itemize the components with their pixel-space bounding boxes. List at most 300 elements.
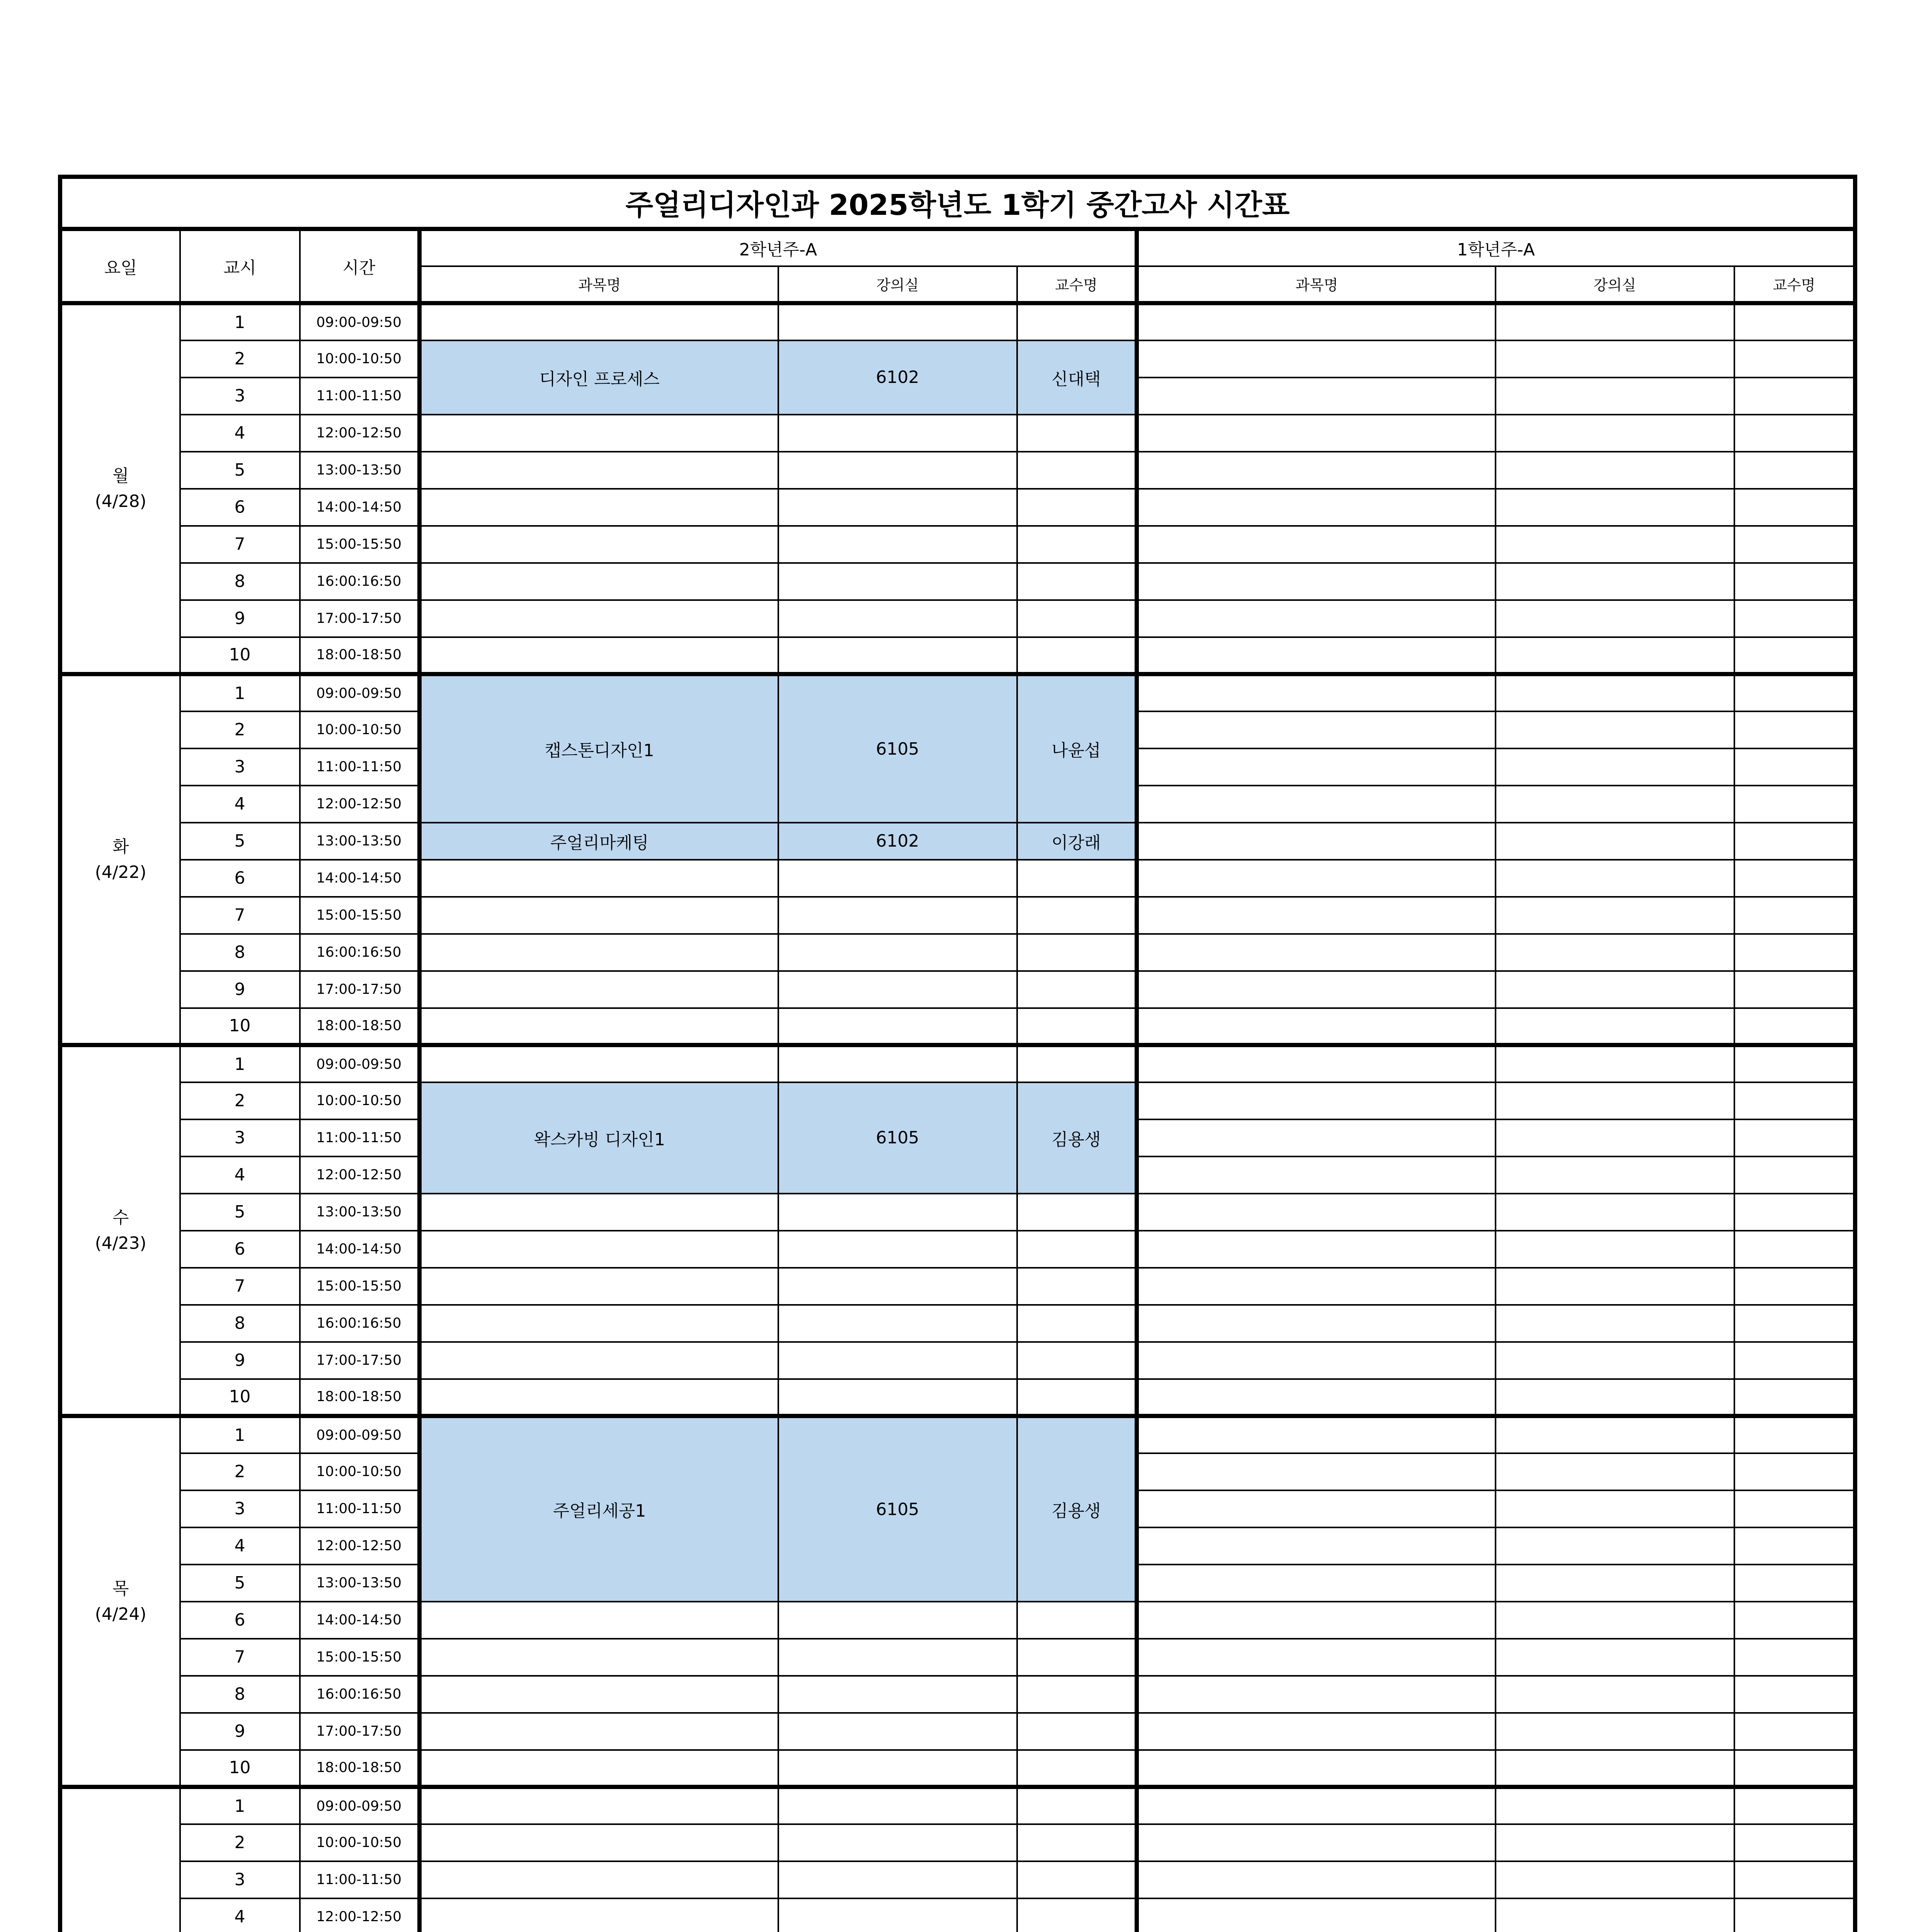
empty-room-cell xyxy=(1496,1787,1734,1824)
table-row xyxy=(60,1379,1855,1416)
exam-professor: 신대택 xyxy=(1017,340,1137,415)
empty-subject-cell xyxy=(1137,452,1496,489)
period-time: 14:00-14:50 xyxy=(300,489,420,526)
table-row xyxy=(60,897,1855,934)
empty-room-cell xyxy=(778,1194,1017,1231)
empty-subject-cell xyxy=(1137,1639,1496,1676)
empty-subject-cell xyxy=(1137,1194,1496,1231)
empty-professor-cell xyxy=(1734,1602,1855,1639)
table-row xyxy=(60,1045,1855,1082)
period-number: 5 xyxy=(180,823,300,860)
empty-professor-cell xyxy=(1017,1639,1137,1676)
period-number: 4 xyxy=(180,1898,300,1932)
table-row xyxy=(60,452,1855,489)
empty-subject-cell xyxy=(1137,637,1496,674)
period-time: 12:00-12:50 xyxy=(300,1898,420,1932)
header-group-grade1: 1학년주-A xyxy=(1137,229,1855,266)
empty-subject-cell xyxy=(1137,1898,1496,1932)
table-row xyxy=(60,1750,1855,1787)
period-time: 15:00-15:50 xyxy=(300,1639,420,1676)
empty-professor-cell xyxy=(1734,600,1855,637)
empty-subject-cell xyxy=(1137,563,1496,600)
empty-professor-cell xyxy=(1734,1787,1855,1824)
empty-professor-cell xyxy=(1734,1156,1855,1194)
table-row xyxy=(60,1602,1855,1639)
empty-professor-cell xyxy=(1017,600,1137,637)
period-number: 2 xyxy=(180,340,300,378)
empty-subject-cell xyxy=(1137,1490,1496,1527)
empty-subject-cell xyxy=(1137,971,1496,1008)
period-number: 3 xyxy=(180,378,300,415)
period-number: 2 xyxy=(180,1082,300,1119)
period-number: 4 xyxy=(180,415,300,452)
empty-subject-cell xyxy=(420,1750,778,1787)
empty-subject-cell xyxy=(420,1787,778,1824)
empty-professor-cell xyxy=(1734,934,1855,971)
period-time: 14:00-14:50 xyxy=(300,1231,420,1268)
table-row xyxy=(60,1342,1855,1379)
empty-room-cell xyxy=(1496,860,1734,897)
empty-room-cell xyxy=(1496,1231,1734,1268)
empty-professor-cell xyxy=(1734,1527,1855,1565)
exam-subject: 주얼리세공1 xyxy=(420,1416,778,1602)
period-number: 4 xyxy=(180,786,300,823)
empty-professor-cell xyxy=(1734,1082,1855,1119)
empty-professor-cell xyxy=(1734,1045,1855,1082)
empty-room-cell xyxy=(778,1639,1017,1676)
day-name: 월 xyxy=(112,466,129,486)
empty-professor-cell xyxy=(1017,1861,1137,1898)
empty-subject-cell xyxy=(1137,823,1496,860)
day-name: 목 xyxy=(112,1578,129,1599)
empty-professor-cell xyxy=(1734,489,1855,526)
period-number: 5 xyxy=(180,1565,300,1602)
table-row xyxy=(60,934,1855,971)
table-row xyxy=(60,1416,1855,1453)
empty-room-cell xyxy=(778,1898,1017,1932)
day-cell xyxy=(60,1045,180,1416)
empty-subject-cell xyxy=(420,1305,778,1342)
table-row xyxy=(60,1676,1855,1713)
empty-room-cell xyxy=(778,860,1017,897)
empty-room-cell xyxy=(1496,563,1734,600)
period-number: 3 xyxy=(180,1119,300,1156)
exam-room: 6102 xyxy=(778,823,1017,860)
period-time: 17:00-17:50 xyxy=(300,1342,420,1379)
period-number: 9 xyxy=(180,1342,300,1379)
empty-professor-cell xyxy=(1017,1008,1137,1045)
table-row xyxy=(60,1082,1855,1119)
period-number: 7 xyxy=(180,1268,300,1305)
empty-subject-cell xyxy=(1137,415,1496,452)
header-group-grade2: 2학년주-A xyxy=(420,229,1137,266)
empty-professor-cell xyxy=(1017,1898,1137,1932)
empty-subject-cell xyxy=(1137,1787,1496,1824)
empty-room-cell xyxy=(1496,340,1734,378)
period-number: 8 xyxy=(180,934,300,971)
exam-room: 6105 xyxy=(778,674,1017,823)
exam-subject: 디자인 프로세스 xyxy=(420,340,778,415)
empty-room-cell xyxy=(778,637,1017,674)
table-row xyxy=(60,1787,1855,1824)
empty-room-cell xyxy=(1496,1119,1734,1156)
empty-room-cell xyxy=(778,526,1017,563)
table-row xyxy=(60,600,1855,637)
exam-professor: 이강래 xyxy=(1017,823,1137,860)
period-time: 16:00:16:50 xyxy=(300,1305,420,1342)
empty-subject-cell xyxy=(1137,1676,1496,1713)
period-number: 5 xyxy=(180,1194,300,1231)
empty-professor-cell xyxy=(1734,1305,1855,1342)
empty-subject-cell xyxy=(420,934,778,971)
table-row xyxy=(60,674,1855,711)
empty-professor-cell xyxy=(1734,1861,1855,1898)
exam-professor: 김용생 xyxy=(1017,1416,1137,1602)
empty-subject-cell xyxy=(1137,1305,1496,1342)
empty-room-cell xyxy=(1496,600,1734,637)
empty-subject-cell xyxy=(420,489,778,526)
empty-professor-cell xyxy=(1017,1231,1137,1268)
empty-room-cell xyxy=(778,934,1017,971)
day-cell xyxy=(60,674,180,1045)
empty-room-cell xyxy=(778,897,1017,934)
period-time: 18:00-18:50 xyxy=(300,1008,420,1045)
exam-timetable xyxy=(58,175,1857,1932)
empty-subject-cell xyxy=(1137,1231,1496,1268)
empty-room-cell xyxy=(1496,1453,1734,1490)
period-number: 1 xyxy=(180,674,300,711)
exam-room: 6105 xyxy=(778,1082,1017,1194)
empty-professor-cell xyxy=(1734,378,1855,415)
empty-subject-cell xyxy=(1137,748,1496,786)
empty-professor-cell xyxy=(1017,415,1137,452)
empty-professor-cell xyxy=(1734,526,1855,563)
exam-timetable-sheet xyxy=(58,175,1853,1932)
empty-room-cell xyxy=(778,1379,1017,1416)
table-row xyxy=(60,303,1855,340)
empty-subject-cell xyxy=(1137,1379,1496,1416)
empty-room-cell xyxy=(1496,1898,1734,1932)
empty-professor-cell xyxy=(1734,1416,1855,1453)
empty-subject-cell xyxy=(1137,711,1496,748)
empty-room-cell xyxy=(1496,674,1734,711)
period-time: 09:00-09:50 xyxy=(300,303,420,340)
empty-professor-cell xyxy=(1734,1676,1855,1713)
period-time: 12:00-12:50 xyxy=(300,1156,420,1194)
period-number: 7 xyxy=(180,897,300,934)
empty-room-cell xyxy=(1496,897,1734,934)
period-time: 10:00-10:50 xyxy=(300,1453,420,1490)
empty-subject-cell xyxy=(1137,674,1496,711)
day-date: (4/28) xyxy=(95,491,146,511)
empty-subject-cell xyxy=(1137,1713,1496,1750)
empty-room-cell xyxy=(1496,1156,1734,1194)
period-number: 3 xyxy=(180,748,300,786)
empty-room-cell xyxy=(1496,1602,1734,1639)
table-row xyxy=(60,1231,1855,1268)
exam-subject: 주얼리마케팅 xyxy=(420,823,778,860)
empty-room-cell xyxy=(1496,415,1734,452)
day-cell xyxy=(60,303,180,674)
empty-room-cell xyxy=(1496,1305,1734,1342)
empty-room-cell xyxy=(778,1824,1017,1861)
empty-room-cell xyxy=(778,1713,1017,1750)
empty-subject-cell xyxy=(420,971,778,1008)
empty-subject-cell xyxy=(420,526,778,563)
day-date: (4/22) xyxy=(95,862,146,882)
empty-subject-cell xyxy=(420,303,778,340)
empty-professor-cell xyxy=(1734,1231,1855,1268)
period-number: 3 xyxy=(180,1490,300,1527)
empty-subject-cell xyxy=(420,452,778,489)
period-time: 16:00:16:50 xyxy=(300,934,420,971)
table-row xyxy=(60,971,1855,1008)
period-number: 2 xyxy=(180,711,300,748)
table-row xyxy=(60,1639,1855,1676)
period-time: 12:00-12:50 xyxy=(300,1527,420,1565)
empty-room-cell xyxy=(1496,1045,1734,1082)
period-number: 2 xyxy=(180,1453,300,1490)
empty-professor-cell xyxy=(1017,1824,1137,1861)
empty-professor-cell xyxy=(1734,1490,1855,1527)
day-cell xyxy=(60,1787,180,1932)
table-row xyxy=(60,1824,1855,1861)
empty-room-cell xyxy=(778,1787,1017,1824)
empty-room-cell xyxy=(1496,526,1734,563)
exam-professor: 나윤섭 xyxy=(1017,674,1137,823)
empty-room-cell xyxy=(778,1231,1017,1268)
empty-subject-cell xyxy=(420,1713,778,1750)
empty-professor-cell xyxy=(1017,1342,1137,1379)
empty-subject-cell xyxy=(1137,1861,1496,1898)
table-row xyxy=(60,340,1855,378)
empty-subject-cell xyxy=(420,897,778,934)
empty-subject-cell xyxy=(1137,489,1496,526)
period-time: 13:00-13:50 xyxy=(300,823,420,860)
empty-room-cell xyxy=(1496,1194,1734,1231)
empty-professor-cell xyxy=(1734,674,1855,711)
period-time: 15:00-15:50 xyxy=(300,1268,420,1305)
empty-subject-cell xyxy=(1137,1527,1496,1565)
table-row xyxy=(60,563,1855,600)
empty-subject-cell xyxy=(420,860,778,897)
empty-professor-cell xyxy=(1017,489,1137,526)
table-row xyxy=(60,1008,1855,1045)
empty-subject-cell xyxy=(420,1268,778,1305)
empty-professor-cell xyxy=(1734,1750,1855,1787)
empty-subject-cell xyxy=(1137,1082,1496,1119)
empty-room-cell xyxy=(1496,452,1734,489)
table-row xyxy=(60,415,1855,452)
empty-subject-cell xyxy=(420,1342,778,1379)
empty-subject-cell xyxy=(420,415,778,452)
empty-professor-cell xyxy=(1017,1268,1137,1305)
day-date: (4/24) xyxy=(95,1604,146,1624)
header-subject-grade2: 과목명 xyxy=(420,266,778,303)
period-time: 17:00-17:50 xyxy=(300,1713,420,1750)
empty-room-cell xyxy=(1496,934,1734,971)
period-time: 11:00-11:50 xyxy=(300,378,420,415)
header-room-grade2: 강의실 xyxy=(778,266,1017,303)
period-number: 10 xyxy=(180,1750,300,1787)
empty-room-cell xyxy=(1496,1565,1734,1602)
empty-room-cell xyxy=(1496,1750,1734,1787)
period-time: 11:00-11:50 xyxy=(300,1861,420,1898)
exam-subject: 캡스톤디자인1 xyxy=(420,674,778,823)
empty-professor-cell xyxy=(1017,1379,1137,1416)
empty-professor-cell xyxy=(1734,897,1855,934)
empty-subject-cell xyxy=(1137,378,1496,415)
empty-room-cell xyxy=(778,303,1017,340)
period-number: 6 xyxy=(180,860,300,897)
exam-room: 6102 xyxy=(778,340,1017,415)
empty-subject-cell xyxy=(1137,1045,1496,1082)
empty-subject-cell xyxy=(420,600,778,637)
empty-room-cell xyxy=(1496,637,1734,674)
empty-room-cell xyxy=(778,600,1017,637)
period-number: 7 xyxy=(180,1639,300,1676)
empty-professor-cell xyxy=(1734,786,1855,823)
table-row xyxy=(60,1898,1855,1932)
period-time: 11:00-11:50 xyxy=(300,1119,420,1156)
empty-subject-cell xyxy=(420,1861,778,1898)
table-row xyxy=(60,1268,1855,1305)
period-number: 9 xyxy=(180,1713,300,1750)
empty-room-cell xyxy=(1496,1490,1734,1527)
period-time: 18:00-18:50 xyxy=(300,637,420,674)
table-row xyxy=(60,637,1855,674)
empty-subject-cell xyxy=(1137,526,1496,563)
period-time: 16:00:16:50 xyxy=(300,1676,420,1713)
period-time: 09:00-09:50 xyxy=(300,1045,420,1082)
empty-professor-cell xyxy=(1734,1824,1855,1861)
period-number: 9 xyxy=(180,971,300,1008)
empty-professor-cell xyxy=(1017,637,1137,674)
empty-subject-cell xyxy=(1137,1119,1496,1156)
empty-room-cell xyxy=(778,1008,1017,1045)
empty-subject-cell xyxy=(1137,600,1496,637)
period-number: 1 xyxy=(180,303,300,340)
period-time: 18:00-18:50 xyxy=(300,1750,420,1787)
period-number: 6 xyxy=(180,1602,300,1639)
empty-room-cell xyxy=(778,1342,1017,1379)
period-time: 11:00-11:50 xyxy=(300,748,420,786)
period-number: 1 xyxy=(180,1416,300,1453)
empty-subject-cell xyxy=(1137,1453,1496,1490)
empty-room-cell xyxy=(778,489,1017,526)
period-number: 5 xyxy=(180,452,300,489)
empty-professor-cell xyxy=(1017,526,1137,563)
empty-subject-cell xyxy=(1137,786,1496,823)
empty-room-cell xyxy=(1496,1527,1734,1565)
period-number: 2 xyxy=(180,1824,300,1861)
empty-professor-cell xyxy=(1017,1787,1137,1824)
empty-professor-cell xyxy=(1734,971,1855,1008)
empty-subject-cell xyxy=(420,1045,778,1082)
empty-subject-cell xyxy=(1137,860,1496,897)
empty-room-cell xyxy=(1496,1713,1734,1750)
empty-professor-cell xyxy=(1734,1639,1855,1676)
exam-subject: 왁스카빙 디자인1 xyxy=(420,1082,778,1194)
header-time: 시간 xyxy=(300,229,420,303)
period-number: 1 xyxy=(180,1045,300,1082)
empty-subject-cell xyxy=(1137,1268,1496,1305)
table-row xyxy=(60,489,1855,526)
empty-professor-cell xyxy=(1017,1194,1137,1231)
empty-professor-cell xyxy=(1017,860,1137,897)
empty-subject-cell xyxy=(420,1676,778,1713)
empty-subject-cell xyxy=(420,1008,778,1045)
period-time: 11:00-11:50 xyxy=(300,1490,420,1527)
empty-room-cell xyxy=(1496,1268,1734,1305)
empty-professor-cell xyxy=(1734,1379,1855,1416)
day-name: 수 xyxy=(112,1208,129,1228)
empty-professor-cell xyxy=(1734,1713,1855,1750)
empty-professor-cell xyxy=(1734,748,1855,786)
empty-professor-cell xyxy=(1734,1268,1855,1305)
period-number: 6 xyxy=(180,489,300,526)
empty-room-cell xyxy=(1496,1861,1734,1898)
empty-subject-cell xyxy=(420,1898,778,1932)
empty-room-cell xyxy=(1496,971,1734,1008)
empty-professor-cell xyxy=(1734,1453,1855,1490)
period-time: 16:00:16:50 xyxy=(300,563,420,600)
period-time: 10:00-10:50 xyxy=(300,1824,420,1861)
header-day: 요일 xyxy=(60,229,180,303)
empty-professor-cell xyxy=(1017,897,1137,934)
empty-subject-cell xyxy=(1137,934,1496,971)
period-number: 9 xyxy=(180,600,300,637)
period-time: 14:00-14:50 xyxy=(300,1602,420,1639)
empty-subject-cell xyxy=(1137,1342,1496,1379)
table-row xyxy=(60,860,1855,897)
day-date: (4/23) xyxy=(95,1233,146,1253)
period-number: 1 xyxy=(180,1787,300,1824)
empty-subject-cell xyxy=(1137,1824,1496,1861)
empty-room-cell xyxy=(1496,1416,1734,1453)
period-time: 10:00-10:50 xyxy=(300,1082,420,1119)
exam-room: 6105 xyxy=(778,1416,1017,1602)
empty-professor-cell xyxy=(1734,340,1855,378)
empty-professor-cell xyxy=(1017,1676,1137,1713)
empty-room-cell xyxy=(1496,1379,1734,1416)
empty-subject-cell xyxy=(1137,303,1496,340)
day-name: 화 xyxy=(112,837,129,857)
period-number: 6 xyxy=(180,1231,300,1268)
empty-room-cell xyxy=(778,452,1017,489)
empty-room-cell xyxy=(778,1750,1017,1787)
empty-professor-cell xyxy=(1734,303,1855,340)
header-period: 교시 xyxy=(180,229,300,303)
empty-room-cell xyxy=(1496,1082,1734,1119)
day-cell xyxy=(60,1416,180,1787)
empty-subject-cell xyxy=(1137,897,1496,934)
empty-professor-cell xyxy=(1017,1713,1137,1750)
page-title: 주얼리디자인과 2025학년도 1학기 중간고사 시간표 xyxy=(60,177,1855,229)
table-row xyxy=(60,526,1855,563)
period-time: 12:00-12:50 xyxy=(300,786,420,823)
empty-subject-cell xyxy=(1137,1416,1496,1453)
header-professor-grade1: 교수명 xyxy=(1734,266,1855,303)
period-time: 09:00-09:50 xyxy=(300,674,420,711)
empty-professor-cell xyxy=(1734,415,1855,452)
header-room-grade1: 강의실 xyxy=(1496,266,1734,303)
empty-room-cell xyxy=(1496,378,1734,415)
empty-professor-cell xyxy=(1734,1008,1855,1045)
period-time: 17:00-17:50 xyxy=(300,971,420,1008)
empty-subject-cell xyxy=(420,1602,778,1639)
empty-professor-cell xyxy=(1734,823,1855,860)
